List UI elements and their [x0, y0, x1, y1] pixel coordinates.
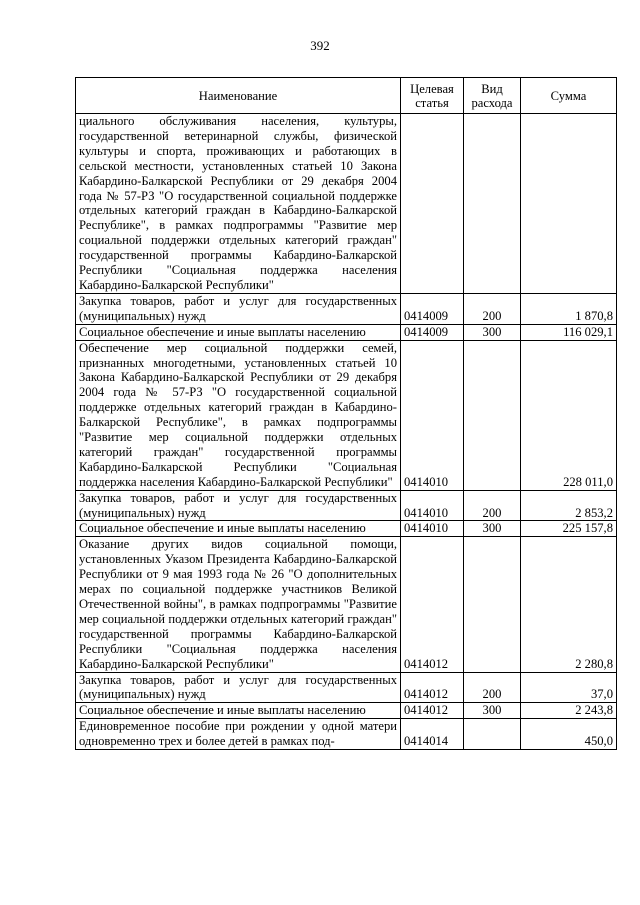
row-name: Закупка товаров, работ и услуг для государственных (муниципальных) нужд — [76, 672, 401, 703]
table-header — [76, 78, 617, 114]
row-sum: 37,0 — [521, 672, 617, 703]
table-row — [76, 490, 617, 521]
header-sum: Сумма — [521, 78, 617, 114]
row-name: Единовременное пособие при рождении у одной матери одновременно трех и более детей в рамках под- — [76, 719, 401, 750]
table-row — [76, 324, 617, 340]
row-sum: 225 157,8 — [521, 521, 617, 537]
row-sum: 2 853,2 — [521, 490, 617, 521]
row-name: Социальное обеспечение и иные выплаты населению — [76, 703, 401, 719]
header-type-line2: расхода — [471, 95, 513, 110]
header-target-line1: Целевая — [410, 81, 454, 96]
table-row — [76, 114, 617, 294]
page-number: 392 — [310, 38, 330, 53]
row-code: 0414010 — [401, 490, 464, 521]
header-type-line1: Вид — [481, 81, 503, 96]
row-code: 0414012 — [401, 537, 464, 672]
row-type: 300 — [464, 521, 521, 537]
row-code: 0414009 — [401, 293, 464, 324]
row-type: 300 — [464, 324, 521, 340]
header-target — [401, 78, 464, 114]
row-type: 200 — [464, 293, 521, 324]
header-target-line2: статья — [415, 95, 449, 110]
table-row — [76, 719, 617, 750]
table-row — [76, 703, 617, 719]
row-code: 0414010 — [401, 340, 464, 490]
row-type: 200 — [464, 672, 521, 703]
header-name: Наименование — [76, 78, 401, 114]
row-sum: 1 870,8 — [521, 293, 617, 324]
header-type — [464, 78, 521, 114]
row-name: Обеспечение мер социальной поддержки семей, признанных многодетными, установленных статьей 10 Закона Кабардино-Балкарской Республики от 29 декабря 2004 года № 57-РЗ "О государственной социальной поддержке отдельных категорий граждан в Кабардино-Балкарской Республике", в рамках подпрограммы "Развитие мер социальной поддержки отдельных категорий граждан" государственной программы Кабардино-Балкарской Республики "Социальная поддержка населения Кабардино-Балкарской Республики" — [76, 340, 401, 490]
row-sum: 116 029,1 — [521, 324, 617, 340]
row-type: 200 — [464, 490, 521, 521]
row-sum: 450,0 — [521, 719, 617, 750]
row-sum — [521, 114, 617, 294]
budget-table — [75, 77, 617, 750]
row-type — [464, 537, 521, 672]
row-sum: 2 243,8 — [521, 703, 617, 719]
table-row — [76, 537, 617, 672]
row-code — [401, 114, 464, 294]
row-type: 300 — [464, 703, 521, 719]
row-code: 0414012 — [401, 672, 464, 703]
table-row — [76, 521, 617, 537]
table-row — [76, 672, 617, 703]
row-code: 0414009 — [401, 324, 464, 340]
row-name: Оказание других видов социальной помощи, установленных Указом Президента Кабардино-Балкарской Республики от 9 мая 1993 года № 26 "О дополнительных мерах по социальной поддержке участников Великой Отечественной войны", в рамках подпрограммы "Развитие мер социальной поддержки отдельных категорий граждан" государственной программы Кабардино-Балкарской Республики "Социальная поддержка населения Кабардино-Балкарской Республики" — [76, 537, 401, 672]
row-sum: 2 280,8 — [521, 537, 617, 672]
row-sum: 228 011,0 — [521, 340, 617, 490]
row-code: 0414012 — [401, 703, 464, 719]
row-name: Закупка товаров, работ и услуг для государственных (муниципальных) нужд — [76, 293, 401, 324]
row-type — [464, 114, 521, 294]
row-code: 0414014 — [401, 719, 464, 750]
table-row — [76, 340, 617, 490]
row-code: 0414010 — [401, 521, 464, 537]
row-type — [464, 340, 521, 490]
row-name: Закупка товаров, работ и услуг для государственных (муниципальных) нужд — [76, 490, 401, 521]
row-name: циального обслуживания населения, культуры, государственной ветеринарной службы, физической культуры и спорта, проживающих и работающих в сельской местности, установленных статьей 10 Закона Кабардино-Балкарской Республики от 29 декабря 2004 года № 57-РЗ "О государственной социальной поддержке отдельных категорий граждан в Кабардино-Балкарской Республике", в рамках подпрограммы "Развитие мер социальной поддержки отдельных категорий граждан" государственной программы Кабардино-Балкарской Республики "Социальная поддержка населения Кабардино-Балкарской Республики" — [76, 114, 401, 294]
table-row — [76, 293, 617, 324]
row-type — [464, 719, 521, 750]
row-name: Социальное обеспечение и иные выплаты населению — [76, 324, 401, 340]
row-name: Социальное обеспечение и иные выплаты населению — [76, 521, 401, 537]
